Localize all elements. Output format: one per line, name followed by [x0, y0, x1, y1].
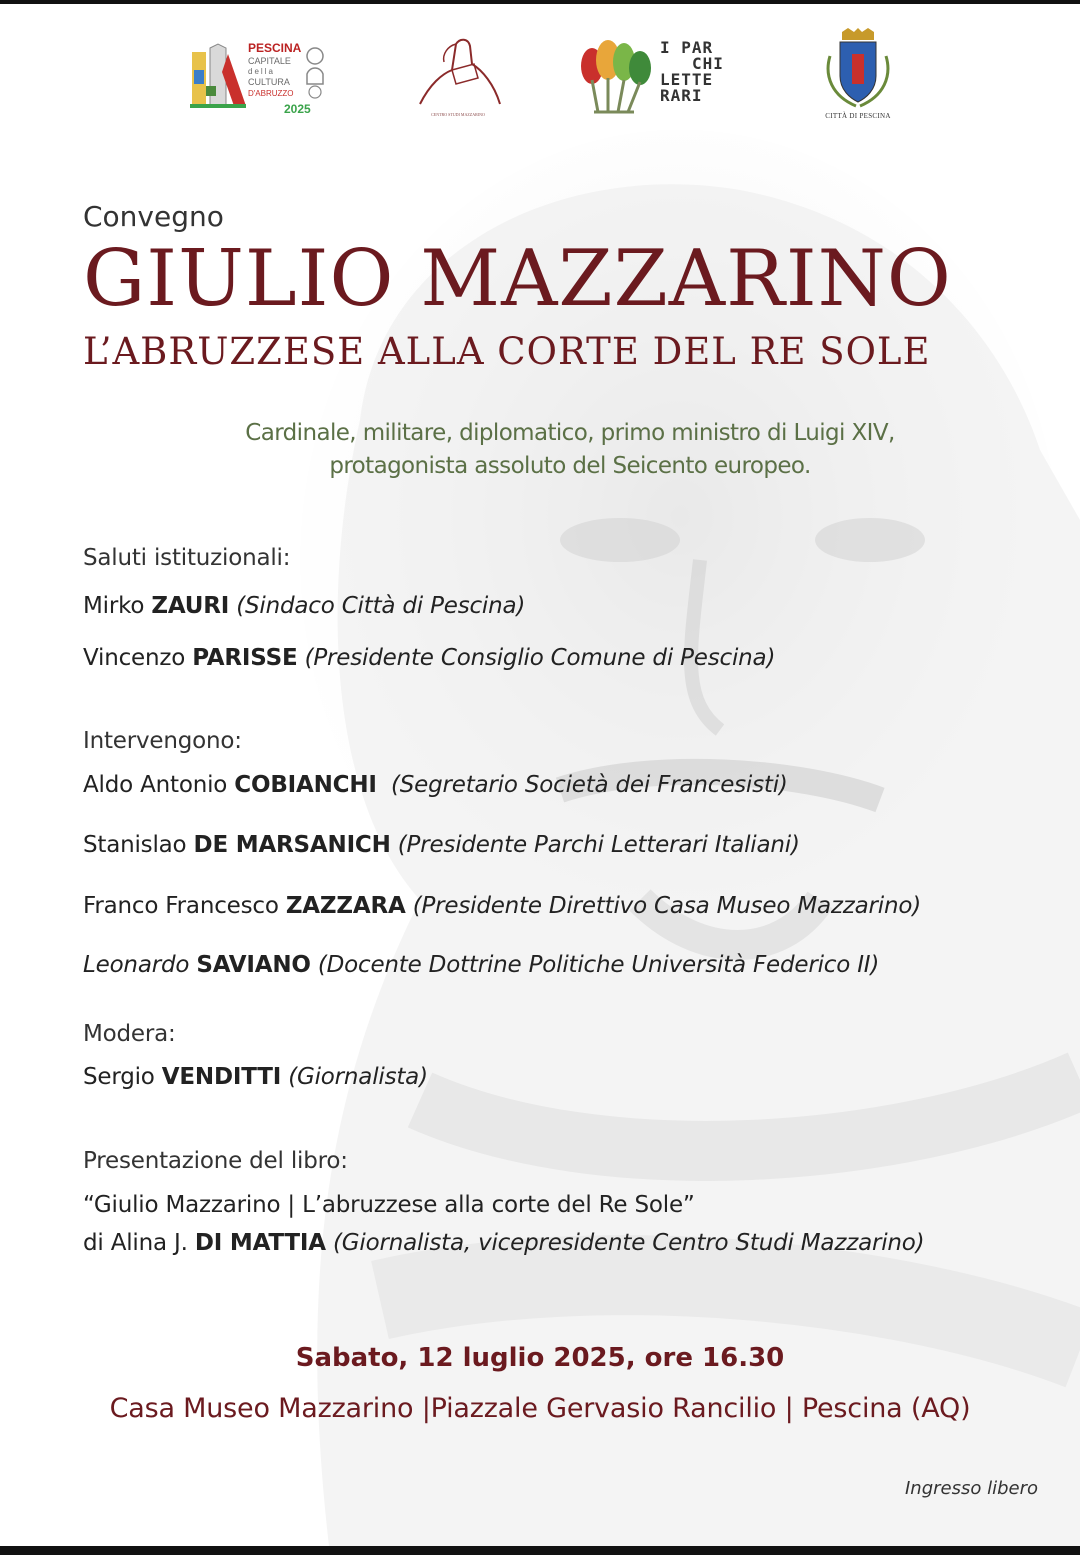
- centro-studi-caption: CENTRO STUDI MAZZARINO: [431, 112, 485, 117]
- pescina-logo-line-5: D'ABRUZZO: [248, 89, 294, 98]
- description: [190, 417, 950, 483]
- person-last: SAVIANO: [196, 952, 311, 978]
- parchi-logo-line-3: LETTE: [660, 70, 714, 89]
- description-line-2: protagonista assoluto del Seicento europeo.: [329, 453, 811, 479]
- libro-author: [83, 1230, 924, 1256]
- libro-heading: Presentazione del libro:: [83, 1148, 348, 1174]
- kicker-convegno: Convegno: [83, 200, 224, 233]
- pescina-logo-year: 2025: [284, 102, 311, 116]
- person-role: (Docente Dottrine Politiche Università Federico II): [317, 952, 880, 978]
- pescina-logo-line-1: PESCINA: [248, 41, 302, 55]
- author-prefix: di Alina J.: [83, 1230, 188, 1256]
- person-last: ZAZZARA: [285, 893, 406, 919]
- event-venue: Casa Museo Mazzarino |Piazzale Gervasio Rancilio | Pescina (AQ): [109, 1393, 971, 1424]
- pescina-logo-line-3: della: [248, 67, 275, 76]
- ingresso-libero: Ingresso libero: [905, 1478, 1039, 1499]
- person-last: VENDITTI: [161, 1064, 282, 1090]
- person-first: Franco Francesco: [83, 893, 279, 919]
- person-first: Aldo Antonio: [83, 772, 228, 798]
- parchi-logo-line-1: I PAR: [660, 38, 714, 57]
- person-last: ZAURI: [151, 593, 230, 619]
- citta-di-pescina-logo: [812, 26, 904, 122]
- person-first: Stanislao: [83, 832, 187, 858]
- saluti-heading: Saluti istituzionali:: [83, 545, 291, 571]
- event-date: Sabato, 12 luglio 2025, ore 16.30: [295, 1343, 785, 1373]
- parchi-logo-text: [660, 40, 724, 104]
- citta-caption: CITTÀ DI PESCINA: [825, 112, 891, 120]
- castle-hill-icon: [412, 34, 504, 110]
- parchi-logo-line-4: RARI: [660, 86, 703, 105]
- person-role: (Giornalista): [288, 1064, 428, 1090]
- speaker-cobianchi: [83, 772, 788, 798]
- person-first: Vincenzo: [83, 645, 186, 671]
- libro-title: “Giulio Mazzarino | L’abruzzese alla corte del Re Sole”: [83, 1192, 695, 1218]
- person-last: COBIANCHI: [234, 772, 377, 798]
- person-role: (Presidente Parchi Letterari Italiani): [397, 832, 800, 858]
- speaker-saviano: [83, 952, 879, 978]
- saluti-person-zauri: [83, 593, 525, 619]
- person-role: (Segretario Società dei Francesisti): [390, 772, 788, 798]
- person-role: (Sindaco Città di Pescina): [236, 593, 526, 619]
- speaker-de-marsanich: [83, 832, 800, 858]
- person-first: Mirko: [83, 593, 145, 619]
- page-subtitle: L’ABRUZZESE ALLA CORTE DEL RE SOLE: [83, 330, 931, 373]
- description-line-1: Cardinale, militare, diplomatico, primo ministro di Luigi XIV,: [245, 420, 895, 446]
- portrait-sketch-icon: [304, 44, 326, 104]
- parchi-logo-line-2: CHI: [692, 54, 724, 73]
- speaker-zazzara: [83, 893, 921, 919]
- person-last: PARISSE: [192, 645, 298, 671]
- person-first: Sergio: [83, 1064, 155, 1090]
- person-first: Leonardo: [83, 952, 190, 978]
- pescina-capitale-logo: [188, 40, 328, 120]
- pescina-logo-line-2: CAPITALE: [248, 56, 291, 66]
- moderator-venditti: [83, 1064, 428, 1090]
- person-last: DE MARSANICH: [193, 832, 391, 858]
- coat-of-arms-icon: [812, 26, 904, 110]
- centro-studi-logo: [412, 34, 504, 120]
- author-last: DI MATTIA: [194, 1230, 326, 1256]
- modera-heading: Modera:: [83, 1021, 176, 1047]
- person-role: (Presidente Direttivo Casa Museo Mazzarino): [412, 893, 921, 919]
- person-role: (Presidente Consiglio Comune di Pescina): [304, 645, 776, 671]
- pescina-castle-icon: [188, 42, 248, 112]
- parchi-letterari-logo: [578, 40, 748, 120]
- author-role: (Giornalista, vicepresidente Centro Studi Mazzarino): [332, 1230, 925, 1256]
- trees-icon: [578, 40, 658, 116]
- page-title: GIULIO MAZZARINO: [83, 234, 952, 324]
- saluti-person-parisse: [83, 645, 775, 671]
- pescina-logo-line-4: CULTURA: [248, 77, 290, 87]
- intervengono-heading: Intervengono:: [83, 728, 242, 754]
